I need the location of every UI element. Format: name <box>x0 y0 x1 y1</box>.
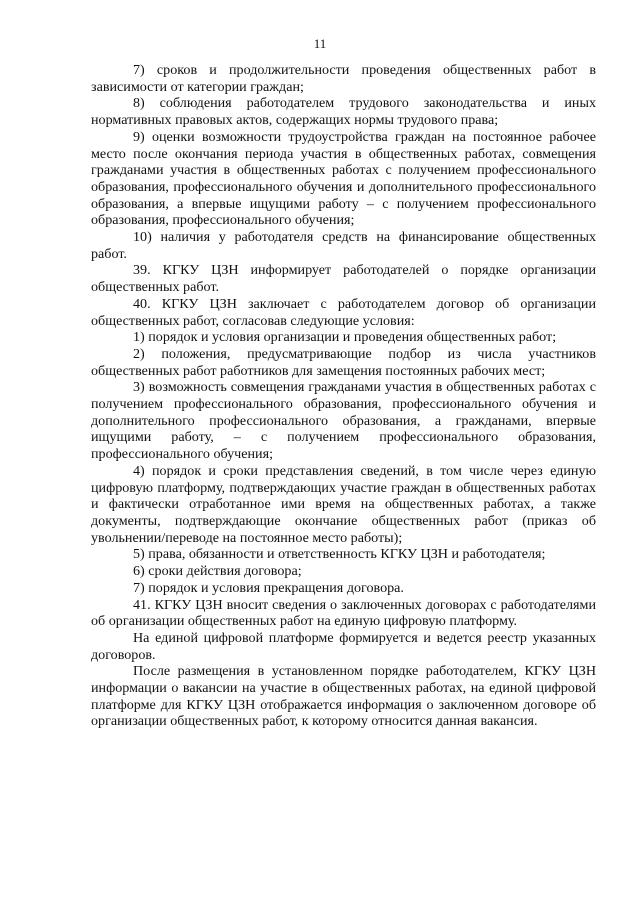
paragraph-condition-1: 1) порядок и условия организации и проведения общественных работ; <box>133 329 557 346</box>
paragraph-clause-39: 39. КГКУ ЦЗН информирует работодателей о порядке организации общественных работ. <box>91 262 596 296</box>
paragraph-item-9-employment-assessment: 9) оценки возможности трудоустройства граждан на постоянное рабочее место после окончания периода участия в общественных работах, совмещения гражданами участия в общественных работах с получением профессионального образования, профессионального обучения и дополнительного профессионального образования, а впервые ищущими работу – с получением профессионального образования, профессионального обучения; <box>91 128 596 229</box>
paragraph-registry: На единой цифровой платформе формируется и ведется реестр указанных договоров. <box>91 629 596 663</box>
paragraph-condition-4: 4) порядок и сроки представления сведений, в том числе через единую цифровую платформу, подтверждающих участие граждан в общественных работах и фактически отработанное ими время на общественных работах, а также документы, подтверждающие окончание общественных работ (приказ об увольнении/переводе на постоянное место работы); <box>91 462 596 546</box>
paragraph-clause-41: 41. КГКУ ЦЗН вносит сведения о заключенных договорах с работодателями об организации общественных работ на единую цифровую платформу. <box>91 596 596 630</box>
paragraph-condition-5: 5) права, обязанности и ответственность КГКУ ЦЗН и работодателя; <box>133 546 546 563</box>
paragraph-condition-2: 2) положения, предусматривающие подбор из числа участников общественных работ работников для замещения постоянных рабочих мест; <box>91 345 596 379</box>
paragraph-clause-40: 40. КГКУ ЦЗН заключает с работодателем договор об организации общественных работ, согласовав следующие условия: <box>91 295 596 329</box>
page-number: 11 <box>313 36 327 51</box>
paragraph-condition-7: 7) порядок и условия прекращения договора. <box>133 579 404 596</box>
paragraph-item-8-labor-law: 8) соблюдения работодателем трудового законодательства и иных нормативных правовых актов, содержащих нормы трудового права; <box>91 95 596 129</box>
paragraph-item-10-funding: 10) наличия у работодателя средств на финансирование общественных работ. <box>91 229 596 262</box>
paragraph-item-7-terms: 7) сроков и продолжительности проведения общественных работ в зависимости от категории граждан; <box>91 62 596 95</box>
document-body <box>91 62 596 730</box>
paragraph-condition-3: 3) возможность совмещения гражданами участия в общественных работах с получением профессионального образования, профессионального обучения и дополнительного профессионального образования, а гражданами, впервые ищущими работу, – с получением профессионального образования, профессионального обучения; <box>91 379 596 463</box>
paragraph-condition-6: 6) сроки действия договора; <box>133 563 302 580</box>
paragraph-vacancy-display: После размещения в установленном порядке работодателем, КГКУ ЦЗН информации о вакансии на участие в общественных работах, на единой цифровой платформе для КГКУ ЦЗН отображается информация о заключенном договоре об организации общественных работ, к которому относится данная вакансия. <box>91 663 596 730</box>
